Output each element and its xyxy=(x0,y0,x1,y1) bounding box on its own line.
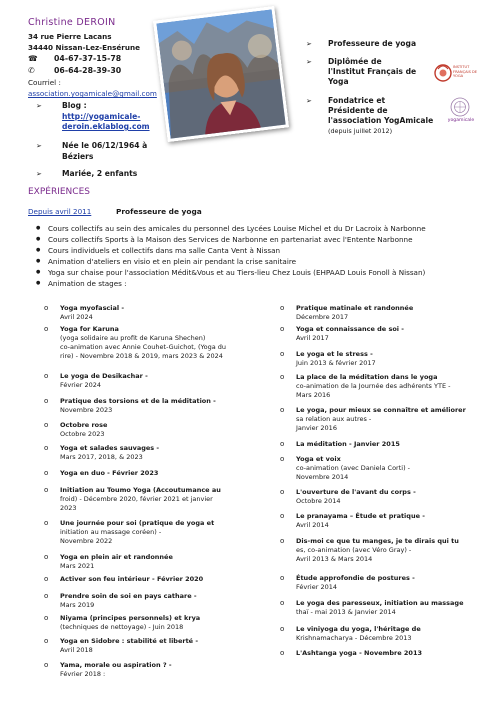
stage-item xyxy=(280,649,496,658)
experience-item: ● Cours collectifs au sein des amicales du personnel des Lycées Louise Michel et du Dr Lacroix à Narbonne xyxy=(36,223,426,234)
stage-title: La méditation - Janvier 2015 xyxy=(296,440,400,448)
logo1-caption: INSTITUT FRANÇAIS DE YOGA xyxy=(453,65,478,78)
stage-detail: Novembre 2023 xyxy=(60,406,113,414)
stage-title: Yoga myofascial - xyxy=(60,304,125,312)
circle-bullet-icon: o xyxy=(280,304,285,312)
circle-bullet-icon: o xyxy=(280,649,285,657)
stage-item xyxy=(280,304,496,322)
stage-detail: froid) - Décembre 2020, février 2021 et janvier xyxy=(60,495,213,503)
right-bullet-founder xyxy=(306,96,456,136)
circle-bullet-icon: o xyxy=(280,488,285,496)
stage-detail: Novembre 2022 xyxy=(60,537,113,545)
blog-link-part-2[interactable]: deroin.eklablog.com xyxy=(62,122,150,131)
arrow-bullet-icon: ➢ xyxy=(306,58,312,66)
stage-detail: Avril 2013 & Mars 2014 xyxy=(296,555,373,563)
stage-title: Yoga en duo - Février 2023 xyxy=(60,469,159,477)
circle-bullet-icon: o xyxy=(44,637,49,645)
right-bullet-diploma xyxy=(306,57,446,87)
circle-bullet-icon: o xyxy=(280,537,285,545)
stage-detail: Octobre 2023 xyxy=(60,430,105,438)
stage-detail: Krishnamacharya - Décembre 2013 xyxy=(296,634,412,642)
birth-line-2: Béziers xyxy=(62,151,94,161)
stage-detail: co-animation de la Journée des adhérents YTE - xyxy=(296,382,451,390)
stage-title: Yama, morale ou aspiration ? - xyxy=(60,661,172,669)
stage-detail: 2023 xyxy=(60,504,77,512)
circle-bullet-icon: o xyxy=(280,574,285,582)
stage-detail: (yoga solidaire au profit de Karuna Shechen) xyxy=(60,334,206,342)
stage-title: Le yoga, pour mieux se connaître et améliorer xyxy=(296,406,466,414)
stage-item xyxy=(280,406,496,433)
stage-item xyxy=(44,469,260,478)
circle-bullet-icon: o xyxy=(280,373,285,381)
stage-item xyxy=(44,614,260,632)
experience-list xyxy=(36,223,426,289)
experience-date: Depuis avril 2011 xyxy=(28,207,92,216)
stage-detail: initiation au massage coréen) - xyxy=(60,528,162,536)
circle-bullet-icon: o xyxy=(44,372,49,380)
stage-title: Pratique matinale et randonnée xyxy=(296,304,414,312)
stage-item xyxy=(280,574,496,592)
stage-detail: Février 2014 xyxy=(296,583,337,591)
circle-bullet-icon: o xyxy=(44,575,49,583)
birth-bullet xyxy=(36,141,166,162)
founder-line-1: Fondatrice et xyxy=(328,96,386,105)
stage-detail: Mars 2016 xyxy=(296,391,331,399)
stage-detail: Novembre 2014 xyxy=(296,473,349,481)
stage-detail: Mars 2017, 2018, & 2023 xyxy=(60,453,143,461)
stage-title: L'ouverture de l'avant du corps - xyxy=(296,488,416,496)
stage-item xyxy=(44,592,260,610)
phone-number-1: 04-67-37-15-78 xyxy=(54,54,122,63)
stage-title: Pratique des torsions et de la méditation - xyxy=(60,397,216,405)
stage-detail: Mars 2021 xyxy=(60,562,95,570)
stage-title: Yoga en Sidobre : stabilité et liberté - xyxy=(60,637,199,645)
stage-detail: Décembre 2017 xyxy=(296,313,349,321)
stage-detail: thaï - mai 2013 & Janvier 2014 xyxy=(296,608,396,616)
stage-detail: Février 2024 xyxy=(60,381,101,389)
stage-title: Activer son feu intérieur - Février 2020 xyxy=(60,575,204,583)
stage-detail: sa relation aux autres - xyxy=(296,415,372,423)
stage-title: Étude approfondie de postures - xyxy=(296,574,415,582)
stage-item xyxy=(280,350,496,368)
circle-bullet-icon: o xyxy=(280,455,285,463)
arrow-bullet-icon: ➢ xyxy=(36,102,42,110)
email-label: Courriel : xyxy=(28,78,61,87)
arrow-bullet-icon: ➢ xyxy=(36,142,42,150)
blog-bullet xyxy=(36,101,166,133)
stage-item xyxy=(280,373,496,400)
stage-title: Yoga et voix xyxy=(296,455,341,463)
circle-bullet-icon: o xyxy=(280,512,285,520)
stage-detail: Avril 2014 xyxy=(296,521,329,529)
circle-bullet-icon: o xyxy=(44,661,49,669)
person-name: Christine DEROIN xyxy=(28,17,116,28)
logo2-caption: yogamicale xyxy=(447,118,475,123)
stage-item xyxy=(44,397,260,415)
institut-francais-yoga-logo xyxy=(433,57,478,89)
profession-text: Professeure de yoga xyxy=(328,39,417,48)
stage-detail: rire) - Novembre 2018 & 2019, mars 2023 & 2024 xyxy=(60,352,223,360)
stage-title: Le pranayama – Étude et pratique - xyxy=(296,512,425,520)
circle-bullet-icon: o xyxy=(280,325,285,333)
circle-bullet-icon: o xyxy=(44,614,49,622)
stage-title: Yoga et salades sauvages - xyxy=(60,444,160,452)
experiences-heading: EXPÉRIENCES xyxy=(28,187,90,197)
stage-detail: Octobre 2014 xyxy=(296,497,341,505)
circle-bullet-icon: o xyxy=(44,469,49,477)
stage-item xyxy=(280,625,496,643)
experience-item: ● Yoga sur chaise pour l'association Médit&Vous et au Tiers-lieu Chez Louis (EHPAAD Louis Fonoll à Nissan) xyxy=(36,267,426,278)
experience-item: ● Animation d'ateliers en visio et en plein air pendant la crise sanitaire xyxy=(36,256,426,267)
circle-bullet-icon: o xyxy=(280,599,285,607)
circle-bullet-icon: o xyxy=(44,592,49,600)
stage-title: Prendre soin de soi en pays cathare - xyxy=(60,592,197,600)
diploma-line-2: l'Institut Français de xyxy=(328,67,417,76)
stage-title: Initiation au Toumo Yoga (Accoutumance au xyxy=(60,486,221,494)
stage-title: Le yoga des paresseux, initiation au massage xyxy=(296,599,464,607)
stage-item xyxy=(44,444,260,462)
experience-item: ● Animation de stages : xyxy=(36,278,426,289)
stage-detail: Avril 2018 xyxy=(60,646,93,654)
circle-bullet-icon: o xyxy=(44,397,49,405)
right-bullet-profession xyxy=(306,39,446,49)
stage-item xyxy=(44,661,260,679)
diploma-line-3: Yoga xyxy=(328,77,349,86)
stage-title: Le yoga et le stress - xyxy=(296,350,373,358)
stage-item xyxy=(44,421,260,439)
circle-bullet-icon: o xyxy=(44,486,49,494)
founder-line-2: Présidente de xyxy=(328,106,388,115)
circle-bullet-icon: o xyxy=(280,406,285,414)
arrow-bullet-icon: ➢ xyxy=(306,97,312,105)
stage-item xyxy=(280,325,496,343)
experience-item: ● Cours collectifs Sports à la Maison des Services de Narbonne en partenariat avec l'Entente Narbonne xyxy=(36,234,426,245)
circle-bullet-icon: o xyxy=(44,325,49,333)
blog-link-part-1[interactable]: http://yogamicale- xyxy=(62,111,141,121)
stage-item xyxy=(280,440,496,449)
phone-mobile xyxy=(28,65,121,77)
stage-item xyxy=(44,486,260,513)
experience-item: ● Cours individuels et collectifs dans ma salle Canta Vent à Nissan xyxy=(36,245,426,256)
stage-detail: (techniques de nettoyage) - Juin 2018 xyxy=(60,623,184,631)
stage-item xyxy=(44,372,260,390)
stage-item xyxy=(44,553,260,571)
stage-item xyxy=(44,325,260,361)
circle-bullet-icon: o xyxy=(44,519,49,527)
stage-title: Niyama (principes personnels) et krya xyxy=(60,614,201,622)
circle-bullet-icon: o xyxy=(44,553,49,561)
phone-landline xyxy=(28,53,121,65)
stage-detail: Avril 2017 xyxy=(296,334,329,342)
circle-bullet-icon: o xyxy=(44,304,49,312)
stage-item xyxy=(280,488,496,506)
profile-photo xyxy=(153,6,289,142)
stage-title: Le viniyoga du yoga, l'héritage de xyxy=(296,625,421,633)
stage-title: Yoga et connaissance de soi - xyxy=(296,325,404,333)
circle-bullet-icon: o xyxy=(44,421,49,429)
circle-bullet-icon: o xyxy=(280,625,285,633)
family-status: Mariée, 2 enfants xyxy=(62,169,138,178)
stage-title: Octobre rose xyxy=(60,421,108,429)
stage-title: L'Ashtanga yoga - Novembre 2013 xyxy=(296,649,422,657)
address-line-1: 34 rue Pierre Lacans xyxy=(28,32,112,41)
stage-item xyxy=(44,304,260,322)
founder-since: (depuis juillet 2012) xyxy=(328,127,393,135)
stage-detail: Avril 2024 xyxy=(60,313,93,321)
founder-line-3: l'association YogAmicale xyxy=(328,116,434,125)
circle-bullet-icon: o xyxy=(44,444,49,452)
circle-bullet-icon: o xyxy=(280,440,285,448)
mobile-icon: ✆ xyxy=(28,66,35,75)
stage-item xyxy=(44,519,260,546)
stage-detail: co-animation avec Annie Couhet-Guichot, (Yoga du xyxy=(60,343,227,351)
telephone-icon: ☎ xyxy=(28,54,38,63)
stage-detail: Mars 2019 xyxy=(60,601,95,609)
diploma-line-1: Diplômée de xyxy=(328,57,382,66)
stage-detail: es, co-animation (avec Véro Gray) - xyxy=(296,546,412,554)
experience-role: Professeure de yoga xyxy=(116,207,202,216)
phone-number-2: 06-64-28-39-30 xyxy=(54,66,122,75)
birth-line-1: Née le 06/12/1964 à xyxy=(62,141,148,150)
blog-label: Blog : xyxy=(62,101,87,110)
circle-bullet-icon: o xyxy=(280,350,285,358)
stage-title: Yoga for Karuna xyxy=(60,325,119,333)
stage-item xyxy=(280,599,496,617)
arrow-bullet-icon: ➢ xyxy=(36,170,42,178)
stage-detail: Juin 2013 & février 2017 xyxy=(296,359,376,367)
stage-item xyxy=(280,512,496,530)
email-link[interactable]: association.yogamicale@gmail.com xyxy=(28,89,157,98)
stage-item xyxy=(280,537,496,564)
arrow-bullet-icon: ➢ xyxy=(306,40,312,48)
stage-title: Yoga en plein air et randonnée xyxy=(60,553,173,561)
stage-title: Une journée pour soi (pratique de yoga et xyxy=(60,519,215,527)
stage-item xyxy=(44,637,260,655)
family-bullet xyxy=(36,169,166,180)
stage-detail: co-animation (avec Daniela Corti) - xyxy=(296,464,411,472)
address-line-2: 34440 Nissan-Lez-Ensérune xyxy=(28,43,140,52)
stage-title: La place de la méditation dans le yoga xyxy=(296,373,438,381)
stage-item xyxy=(44,575,260,584)
stage-detail: Février 2018 : xyxy=(60,670,106,678)
stage-title: Le yoga de Desikachar - xyxy=(60,372,148,380)
stage-item xyxy=(280,455,496,482)
stage-detail: Janvier 2016 xyxy=(296,424,337,432)
stage-title: Dis-moi ce que tu manges, je te dirais qui tu xyxy=(296,537,459,545)
yogamicale-logo xyxy=(444,96,476,128)
